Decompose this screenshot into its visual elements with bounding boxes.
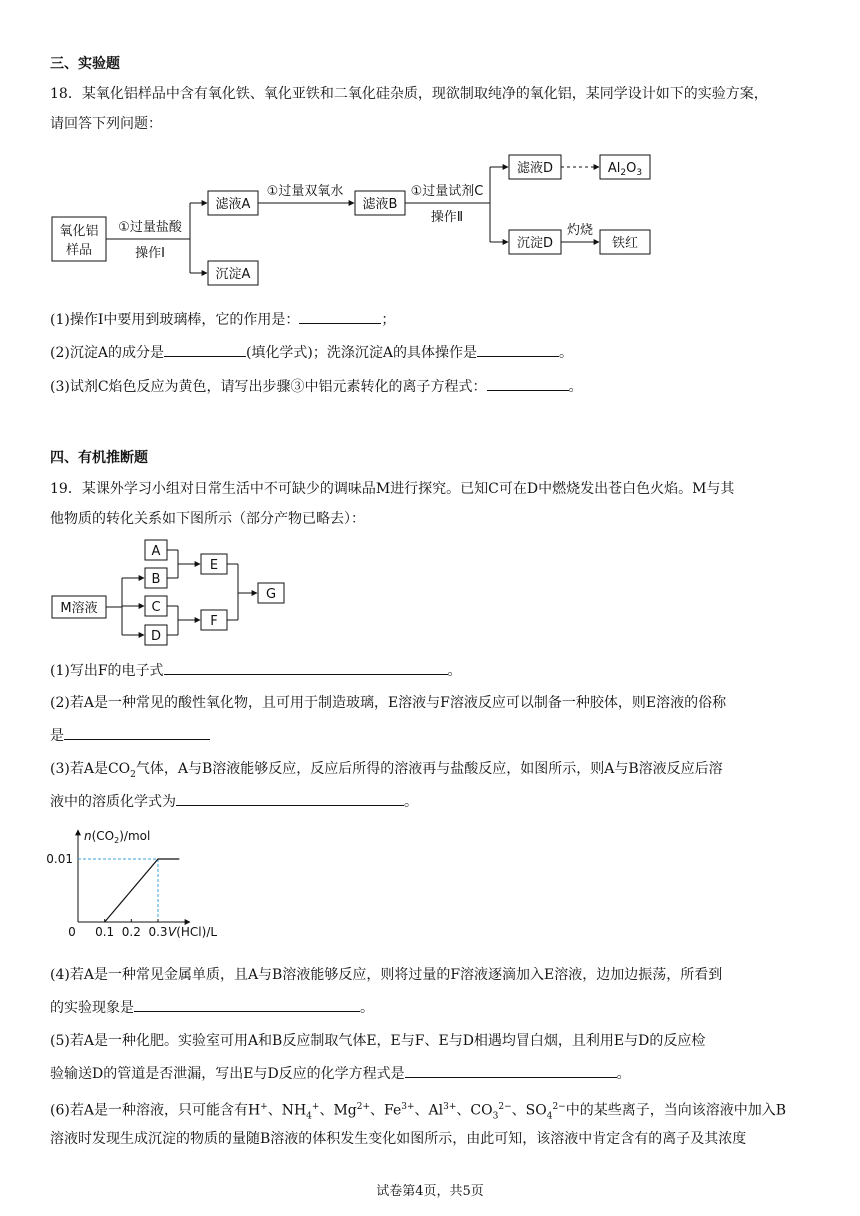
page-footer: 试卷第4页，共5页 bbox=[376, 1184, 484, 1199]
q18-part1: (1)操作Ⅰ中要用到玻璃棒，它的作用是： ； bbox=[50, 309, 395, 330]
x-tick-label: 0.3 bbox=[148, 925, 168, 939]
q18-part3: (3)试剂C焰色反应为黄色，请写出步骤③中铝元素转化的离子方程式： 。 bbox=[50, 376, 583, 397]
q19-part2-line1: (2)若A是一种常见的酸性氧化物，且可用于制造玻璃，E溶液与F溶液反应可以制备一种胶体，则E溶液的俗称 bbox=[50, 695, 727, 711]
svg-text:E: E bbox=[209, 558, 219, 573]
q19-part2-line2: 是 bbox=[50, 725, 210, 746]
box-m-solution bbox=[52, 596, 106, 618]
svg-text:沉淀D: 沉淀D bbox=[516, 236, 554, 251]
label-calcine: 灼烧 bbox=[566, 223, 594, 238]
box-precip-a bbox=[208, 261, 258, 285]
q19-stem-line1: 19．某课外学习小组对日常生活中不可缺少的调味品M进行探究。已知C可在D中燃烧发出苍白色火焰。M与其 bbox=[50, 481, 735, 497]
q19-part1: (1)写出F的电子式 。 bbox=[50, 660, 462, 681]
q19-part3-line2: 液中的溶质化学式为 。 bbox=[50, 791, 418, 812]
q19-part6-line1: (6)若A是一种溶液，只可能含有H+、$NH_4^+$、$Mg^{2+}$、$Fe^{3+}$、$Al^{3+}$、$CO_3^{2-}$、$SO_4^{2-}$中的某些离子，当向该溶液中加入B bbox=[50, 1102, 787, 1122]
svg-text:Al2O3: $Al_2O_3$ bbox=[607, 161, 643, 178]
q19-part5-line2: 验输送D的管道是否泄漏，写出E与D反应的化学方程式是 。 bbox=[50, 1063, 631, 1084]
q18-part2: (2)沉淀A的成分是 (填化学式)；洗涤沉淀A的具体操作是 。 bbox=[50, 342, 573, 363]
box-e bbox=[201, 554, 227, 574]
x-tick-label: 0.2 bbox=[121, 925, 141, 939]
box-filtrate-b bbox=[355, 191, 405, 215]
svg-text:M溶液: M溶液 bbox=[60, 601, 98, 616]
y-tick-label: 0.01 bbox=[46, 852, 73, 866]
box-g bbox=[258, 583, 284, 603]
svg-text:D: D bbox=[150, 629, 162, 644]
box-precip-d bbox=[509, 230, 561, 254]
svg-text:沉淀A: 沉淀A bbox=[215, 267, 251, 282]
section-3-title: 三、实验题 bbox=[50, 56, 120, 72]
q19-part3-line1: (3)若A是$CO_2$气体，A与B溶液能够反应，反应后所得的溶液再与盐酸反应，如图所示，则A与B溶液反应后溶 bbox=[50, 761, 723, 780]
svg-text:氧化铝: 氧化铝 bbox=[59, 224, 99, 239]
answer-blank[interactable] bbox=[134, 997, 360, 1012]
q19-part5-line1: (5)若A是一种化肥。实验室可用A和B反应制取气体E，E与F、E与D相遇均冒白烟，且利用E与D的反应检 bbox=[50, 1033, 706, 1049]
answer-blank[interactable] bbox=[477, 342, 559, 357]
y-axis-label: $n(CO_2)$/mol bbox=[84, 829, 151, 845]
svg-text:A: A bbox=[151, 544, 161, 559]
answer-blank[interactable] bbox=[176, 791, 404, 806]
svg-text:C: C bbox=[151, 600, 161, 615]
q19-part4-line2: 的实验现象是 。 bbox=[50, 997, 374, 1018]
x-tick-label: 0 bbox=[68, 925, 76, 939]
section-4-title: 四、有机推断题 bbox=[50, 450, 148, 466]
box-filtrate-a bbox=[208, 191, 258, 215]
svg-text:样品: 样品 bbox=[65, 243, 93, 258]
svg-text:滤液B: 滤液B bbox=[362, 197, 398, 212]
label-step2: ①过量双氧水 bbox=[266, 184, 344, 199]
svg-text:G: G bbox=[265, 587, 277, 602]
q19-stem-line2: 他物质的转化关系如下图所示（部分产物已略去）： bbox=[50, 511, 365, 527]
box-f bbox=[201, 610, 227, 630]
x-axis-label: V(HCl)/L bbox=[168, 925, 218, 939]
answer-blank[interactable] bbox=[487, 376, 569, 391]
answer-blank[interactable] bbox=[164, 342, 246, 357]
q19-relation-diagram bbox=[0, 533, 320, 653]
box-a bbox=[145, 540, 167, 560]
answer-blank[interactable] bbox=[299, 309, 381, 324]
box-sample bbox=[52, 217, 106, 261]
q19-part4-line1: (4)若A是一种常见金属单质，且A与B溶液能够反应，则将过量的F溶液逐滴加入E溶液，边加边振荡，所看到 bbox=[50, 967, 723, 983]
series-line bbox=[105, 859, 180, 922]
q18-flowchart bbox=[0, 145, 860, 290]
box-al2o3 bbox=[600, 155, 650, 179]
box-iron-red bbox=[600, 230, 650, 254]
label-step3: ①过量试剂C bbox=[410, 184, 484, 199]
q19-part6-line2: 溶液时发现生成沉淀的物质的量随B溶液的体积发生变化如图所示，由此可知，该溶液中肯定含有的离子及其浓度 bbox=[50, 1131, 747, 1147]
box-d bbox=[145, 625, 167, 645]
svg-text:滤液A: 滤液A bbox=[215, 197, 251, 212]
label-op1: 操作Ⅰ bbox=[135, 246, 165, 261]
q18-stem-line2: 请回答下列问题： bbox=[50, 116, 162, 132]
box-filtrate-d bbox=[509, 155, 561, 179]
answer-blank[interactable] bbox=[164, 660, 448, 675]
svg-text:F: F bbox=[210, 614, 218, 629]
q18-stem-line1: 18．某氧化铝样品中含有氧化铁、氧化亚铁和二氧化硅杂质，现欲制取纯净的氧化铝，某同学设计如下的实验方案， bbox=[50, 86, 768, 102]
co2-hcl-chart bbox=[40, 822, 240, 946]
svg-text:B: B bbox=[151, 572, 161, 587]
box-c bbox=[145, 596, 167, 616]
label-op2: 操作Ⅱ bbox=[430, 210, 464, 225]
answer-blank[interactable] bbox=[405, 1063, 617, 1078]
svg-text:滤液D: 滤液D bbox=[516, 161, 554, 176]
label-step1: ①过量盐酸 bbox=[118, 220, 182, 235]
svg-text:铁红: 铁红 bbox=[611, 236, 639, 251]
box-b bbox=[145, 568, 167, 588]
x-tick-label: 0.1 bbox=[95, 925, 115, 939]
answer-blank[interactable] bbox=[64, 725, 210, 740]
